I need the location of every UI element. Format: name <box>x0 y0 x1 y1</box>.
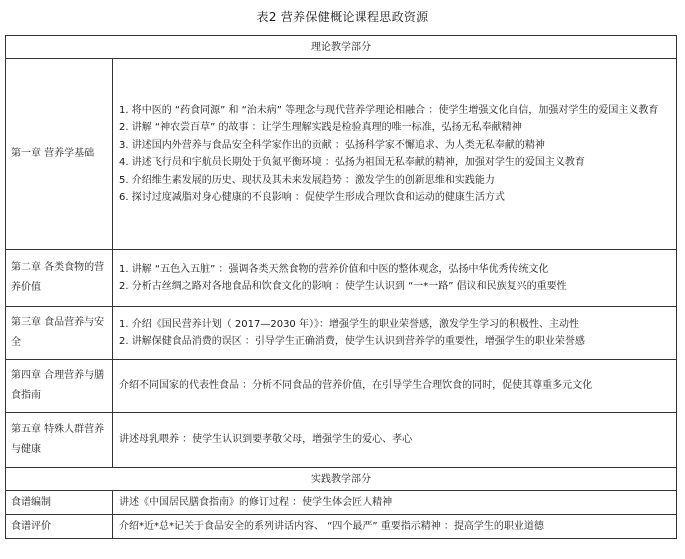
content-cell <box>113 307 677 360</box>
content-cell <box>113 250 677 307</box>
table-row <box>6 413 677 468</box>
content-item: 介绍*近*总*记关于食品安全的系列讲话内容、 “四个最严” 重要指示精神 ：提高学生的职业道德 <box>119 520 544 532</box>
content-cell <box>113 491 677 515</box>
table-row <box>6 307 677 360</box>
content-item: 2. 分析古丝绸之路对各地食品和饮食文化的影响 ：使学生认识到 “一*一路” 倡议和民族复兴的重要性 <box>119 281 567 292</box>
section-header-row <box>6 36 677 59</box>
content-cell <box>113 360 677 413</box>
chapter-cell: 第三章 食品营养与安全 <box>6 307 113 360</box>
chapter-cell: 食谱编制 <box>6 491 113 515</box>
chapter-cell: 食谱评价 <box>6 515 113 539</box>
table-row <box>6 250 677 307</box>
chapter-cell: 第二章 各类食物的营养价值 <box>6 250 113 307</box>
section-header-row <box>6 468 677 491</box>
table-row <box>6 59 677 250</box>
table-row <box>6 360 677 413</box>
content-item: 2. 讲解保健食品消费的误区 ：引导学生正确消费，使学生认识到营养学的重要性，增强学生的职业荣誉感 <box>119 336 585 347</box>
content-cell <box>113 59 677 250</box>
ideological-resources-table <box>5 35 677 539</box>
content-item: 介绍不同国家的代表性食品 ：分析不同食品的营养价值，在引导学生合理饮食的同时，促使其尊重多元文化 <box>119 380 593 392</box>
chapter-cell: 第四章 合理营养与膳食指南 <box>6 360 113 413</box>
content-item: 1. 将中医的 “药食同源” 和 “治未病” 等理念与现代营养学理论相融合 ：使学生增强文化自信，加强对学生的爱国主义教育 <box>119 104 659 116</box>
table-caption: 表2 营养保健概论课程思政资源 <box>256 10 429 24</box>
content-item: 讲述《中国居民膳食指南》的修订过程 ：使学生体会匠人精神 <box>119 496 393 508</box>
table-row <box>6 515 677 539</box>
content-item: 5. 介绍维生素发展的历史、现状及其未来发展趋势 ：激发学生的创新思维和实践能力 <box>119 174 495 186</box>
chapter-cell: 第五章 特殊人群营养与健康 <box>6 413 113 468</box>
table-row <box>6 491 677 515</box>
content-item: 4. 讲述飞行员和宇航员长期处于负氮平衡环境 ：弘扬为祖国无私奉献的精神，加强对学生的爱国主义教育 <box>119 157 585 168</box>
section-title-theory: 理论教学部分 <box>6 36 677 59</box>
content-item: 2. 讲解 “神农尝百草” 的故事 ：让学生理解实践是检验真理的唯一标准，弘扬无私奉献精神 <box>119 122 522 133</box>
content-item: 1. 介绍《国民营养计划（ 2017—2030 年）》：增强学生的职业荣誉感，激发学生学习的积极性、主动性 <box>119 318 579 330</box>
content-cell <box>113 413 677 468</box>
content-cell <box>113 515 677 539</box>
content-item: 讲述母乳喂养 ：使学生认识到要孝敬父母，增强学生的爱心、孝心 <box>119 434 413 446</box>
content-item: 1. 讲解 “五色入五脏” ：强调各类天然食物的营养价值和中医的整体观念，弘扬中华优秀传统文化 <box>119 263 549 275</box>
chapter-cell: 第一章 营养学基础 <box>6 59 113 250</box>
content-item: 6. 探讨过度减脂对身心健康的不良影响 ：促使学生形成合理饮食和运动的健康生活方式 <box>119 192 505 203</box>
section-title-practice: 实践教学部分 <box>6 468 677 491</box>
content-item: 3. 讲述国内外营养与食品安全科学家作出的贡献 ：弘扬科学家不懈追求、为人类无私奉献的精神 <box>119 139 545 151</box>
